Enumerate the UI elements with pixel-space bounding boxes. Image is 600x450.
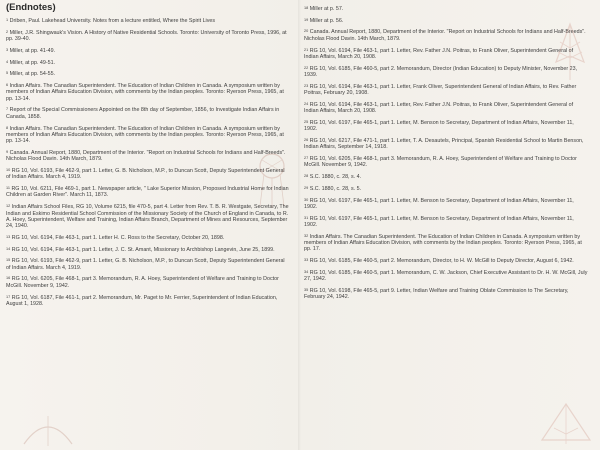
left-column-endnotes (6, 18, 290, 313)
endnote-item (6, 48, 290, 54)
endnote-number: 9 (6, 149, 9, 154)
endnote-text: RG 10, Vol. 6185, File 460-5, part 1. Memorandum, C. W. Jackson, Chief Executive Assistant to Dr. H. W. McGill, July 27, 1942. (304, 269, 588, 283)
endnote-item (304, 6, 588, 12)
endnote-text: Indian Affairs School Files, RG 10, Volume 6215, file 470-5, part 4. Letter from Rev. T. B. R. Westgate, Secretary, The Indian and Eskimo Residential School Commission of the Missionary Society of the Church of England in Canada, to R. A. Hoey, Superintendent, Welfare and Training, Indian Affairs Branch, Department of Mines and Resources, September 24, 1940. (6, 204, 289, 230)
endnote-number: 26 (304, 137, 309, 142)
endnote-text: RG 10, Vol. 6194, File 463-1, part 1. Letter, Frank Oliver, Superintendent General of Indian Affairs, to Rev. Father Poitras, February 20, 1908. (304, 83, 577, 97)
endnote-number: 25 (304, 119, 309, 124)
endnote-text: RG 10, Vol. 6205, File 468-1, part 3. Memorandum, R. A. Hoey, Superintendent of Welfare and Training to Doctor McGill. November 9, 1942. (6, 276, 279, 289)
endnote-item (304, 288, 588, 301)
endnote-item (304, 138, 588, 151)
endnote-item (6, 18, 290, 24)
endnote-text: Indian Affairs. The Canadian Superintendent. The Education of Indian Children in Canada. A symposium written by members of Indian Affairs Education Division, with comments by the Indian peoples. Toronto: Ryerson Press, 1965, at pp. 17. (304, 233, 582, 253)
endnote-number: 7 (6, 107, 9, 112)
endnote-number: 34 (304, 269, 309, 274)
endnote-text: S.C. 1880, c. 28, s. 4. (309, 174, 362, 181)
endnote-text: RG 10, Vol. 6198, File 465-5, part 9. Letter, Indian Welfare and Training Oblate Commission to The Secretary, February 24, 1942. (304, 287, 569, 301)
endnote-text: RG 10, Vol. 6185, File 460-5, part 2. Memorandum, Director, to H. W. McGill to Deputy Director, August 6, 1942. (309, 258, 574, 265)
endnote-item (6, 126, 290, 145)
endnote-text: Canada. Annual Report, 1880, Department of the Interior. "Report on Industrial Schools for Indians and Half-Breeds". Nicholas Flood Davin. 14th March, 1879. (6, 149, 286, 163)
endnote-text: RG 10, Vol. 6187, File 461-1, part 2. Memorandum, Mr. Paget to Mr. Ferrier, Superintendent of Indian Education, August 1, 1928. (6, 294, 278, 307)
endnote-item (304, 156, 588, 169)
endnote-number: 13 (6, 234, 11, 239)
page-fold (298, 0, 301, 450)
endnote-number: 23 (304, 83, 309, 88)
endnote-item (6, 150, 290, 163)
feather-bottom-left-watermark-icon (20, 410, 76, 448)
endnote-text: Miller, at pp. 49-51. (9, 59, 56, 66)
endnote-text: Miller at p. 57. (309, 6, 344, 12)
endnote-item (6, 30, 290, 43)
endnote-number: 3 (6, 47, 9, 52)
endnote-item (304, 186, 588, 192)
endnote-item (6, 295, 290, 308)
endnote-number: 6 (6, 83, 9, 88)
endnote-item (304, 258, 588, 264)
endnote-item (304, 216, 588, 229)
feather-watermark-icon (546, 22, 594, 82)
endnote-number: 14 (6, 246, 11, 251)
endnote-item (304, 198, 588, 211)
endnote-item (6, 204, 290, 229)
endnote-number: 22 (304, 65, 309, 70)
endnote-item (304, 270, 588, 283)
endnote-item (6, 71, 290, 77)
endnote-item (6, 276, 290, 289)
endnote-text: RG 10, Vol. 6217, File 471-1, part 1. Letter, T. A. Desautels, Principal, Spanish Residential School to Martin Benson, Indian Affairs, September 14, 1918. (304, 137, 584, 151)
endnote-number: 31 (304, 215, 309, 220)
endnote-text: Canada. Annual Report, 1880, Department of the Interior. "Report on Industrial Schools for Indians and Half-Breeds". Nicholas Flood Davin. 14th March, 1879. (304, 29, 586, 42)
endnote-number: 20 (304, 29, 309, 34)
endnote-number: 15 (6, 258, 11, 263)
endnote-item (6, 186, 290, 199)
page-heading: (Endnotes) (6, 2, 56, 13)
endnote-text: Miller, at pp. 41-49. (9, 47, 56, 54)
endnote-number: 12 (6, 204, 11, 209)
endnote-number: 2 (6, 29, 9, 34)
endnote-text: Report of the Special Commissioners Appointed on the 8th day of September, 1856, to Investigate Indian Affairs in Canada, 1858. (6, 107, 280, 120)
endnote-number: 18 (304, 6, 309, 10)
endnote-number: 35 (304, 287, 309, 292)
endnote-text: Indian Affairs. The Canadian Superintendent. The Education of Indian Children in Canada. A symposium written by members of Indian Affairs Education Division, with comments by the Indian peoples. Toronto: Ryerson Press, 1965, at pp. 13-14. (6, 125, 284, 145)
endnote-text: RG 10, Vol. 6193, File 462-9, part 1. Letter, G. B. Nicholson, M.P., to Duncan Scott, Deputy Superintendent General of Indian Affairs. March 4, 1919. (6, 168, 285, 181)
endnote-item (6, 235, 290, 241)
dreamcatcher-watermark-icon (252, 150, 292, 210)
endnote-item (6, 258, 290, 271)
endnote-number: 21 (304, 47, 309, 52)
endnote-number: 8 (6, 125, 9, 130)
endnote-number: 30 (304, 197, 309, 202)
endnote-text: Indian Affairs. The Canadian Superintendent. The Education of Indian Children in Canada. A symposium written by members of Indian Affairs Education Division, with comments by the Indian peoples. Toronto: Ryerson Press, 1965, at pp. 13-14. (6, 83, 284, 102)
endnote-text: RG 10, Vol. 6205, File 468-1, part 3. Memorandum, R. A. Hoey, Superintendent of Welfare and Training to Doctor McGill. November 9, 1942. (304, 156, 577, 169)
endnote-text: Miller at p. 56. (309, 17, 344, 24)
endnote-text: RG 10, Vol. 6197, File 465-1, part 1. Letter, M. Benson to Secretary, Department of Indian Affairs, November 11, 1902. (304, 215, 574, 228)
endnote-text: RG 10, Vol. 6194, File 463-1, part 1. Letter H. C. Ross to the Secretary, October 20, 1898. (11, 234, 225, 241)
endnote-text: RG 10, Vol. 6197, File 465-1, part 1. Letter, M. Benson to Secretary, Department of Indian Affairs, November 11, 1902. (304, 119, 574, 133)
endnote-number: 4 (6, 59, 9, 64)
endnote-number: 33 (304, 258, 309, 263)
endnote-text: Miller, J.R. Shingwauk's Vision. A History of Native Residential Schools. Toronto: University of Toronto Press, 1996, at pp. 39-40. (6, 29, 287, 43)
endnote-number: 29 (304, 185, 309, 190)
endnote-text: Miller, at pp. 54-55. (9, 71, 56, 78)
endnote-number: 17 (6, 294, 11, 299)
endnote-text: RG 10, Vol. 6194, File 463-1, part 1. Letter, J. C. St. Amant, Missionary to Archbishop Langevin, June 25, 1899. (11, 246, 275, 253)
endnote-item (6, 168, 290, 181)
endnote-number: 5 (6, 71, 9, 76)
endnote-number: 28 (304, 174, 309, 179)
endnote-item (304, 84, 588, 97)
endnote-item (304, 174, 588, 180)
endnote-text: Driben, Paul. Lakehead University. Notes from a lecture entitled, Where the Spirit Lives (9, 18, 216, 24)
endnote-number: 16 (6, 276, 11, 281)
endnote-number: 19 (304, 17, 309, 22)
endnote-number: 32 (304, 233, 309, 238)
endnote-text: RG 10, Vol. 6194, File 463-1, part 1. Letter, Rev. Father J.N. Poitras, to Frank Oliver, Superintendent General of Indian Affairs, March 20, 1908. (304, 47, 574, 60)
endnote-text: RG 10, Vol. 6211, File 469-1, part 1. Newspaper article, " Lake Superior Mission, Proposed Industrial Home for Indian Children at Garden River". March 11, 1873. (6, 186, 289, 199)
endnote-item (304, 102, 588, 115)
endnote-number: 10 (6, 168, 11, 173)
endnote-text: RG 10, Vol. 6193, File 462-9, part 1. Letter, G. B. Nicholson, M.P., to Duncan Scott, Deputy Superintendent General of Indian Affairs. March 4, 1919. (6, 258, 285, 271)
endnote-number: 11 (6, 186, 10, 191)
endnote-number: 1 (6, 18, 9, 22)
endnote-item (6, 60, 290, 66)
endnote-item (6, 247, 290, 253)
endnote-number: 27 (304, 156, 309, 161)
endnote-item (304, 234, 588, 253)
endnote-text: S.C. 1880, c. 28, s. 5. (309, 185, 362, 192)
endnote-item (6, 83, 290, 102)
feather-bottom-right-watermark-icon (536, 400, 596, 446)
endnote-text: RG 10, Vol. 6185, File 460-5, part 2. Memorandum, Director (Indian Education) to Deputy Minister, November 23, 1939. (304, 65, 578, 78)
endnote-text: RG 10, Vol. 6197, File 465-1, part 1. Letter, M. Benson to Secretary, Department of Indian Affairs, November 11, 1902. (304, 197, 574, 210)
endnote-number: 24 (304, 101, 309, 106)
endnote-item (304, 120, 588, 133)
endnote-text: RG 10, Vol. 6194, File 463-1, part 1. Letter, Rev. Father J.N. Poitras, to Frank Oliver, Superintendent General of Indian Affairs, March 20, 1908. (304, 101, 574, 115)
endnote-item (6, 107, 290, 120)
